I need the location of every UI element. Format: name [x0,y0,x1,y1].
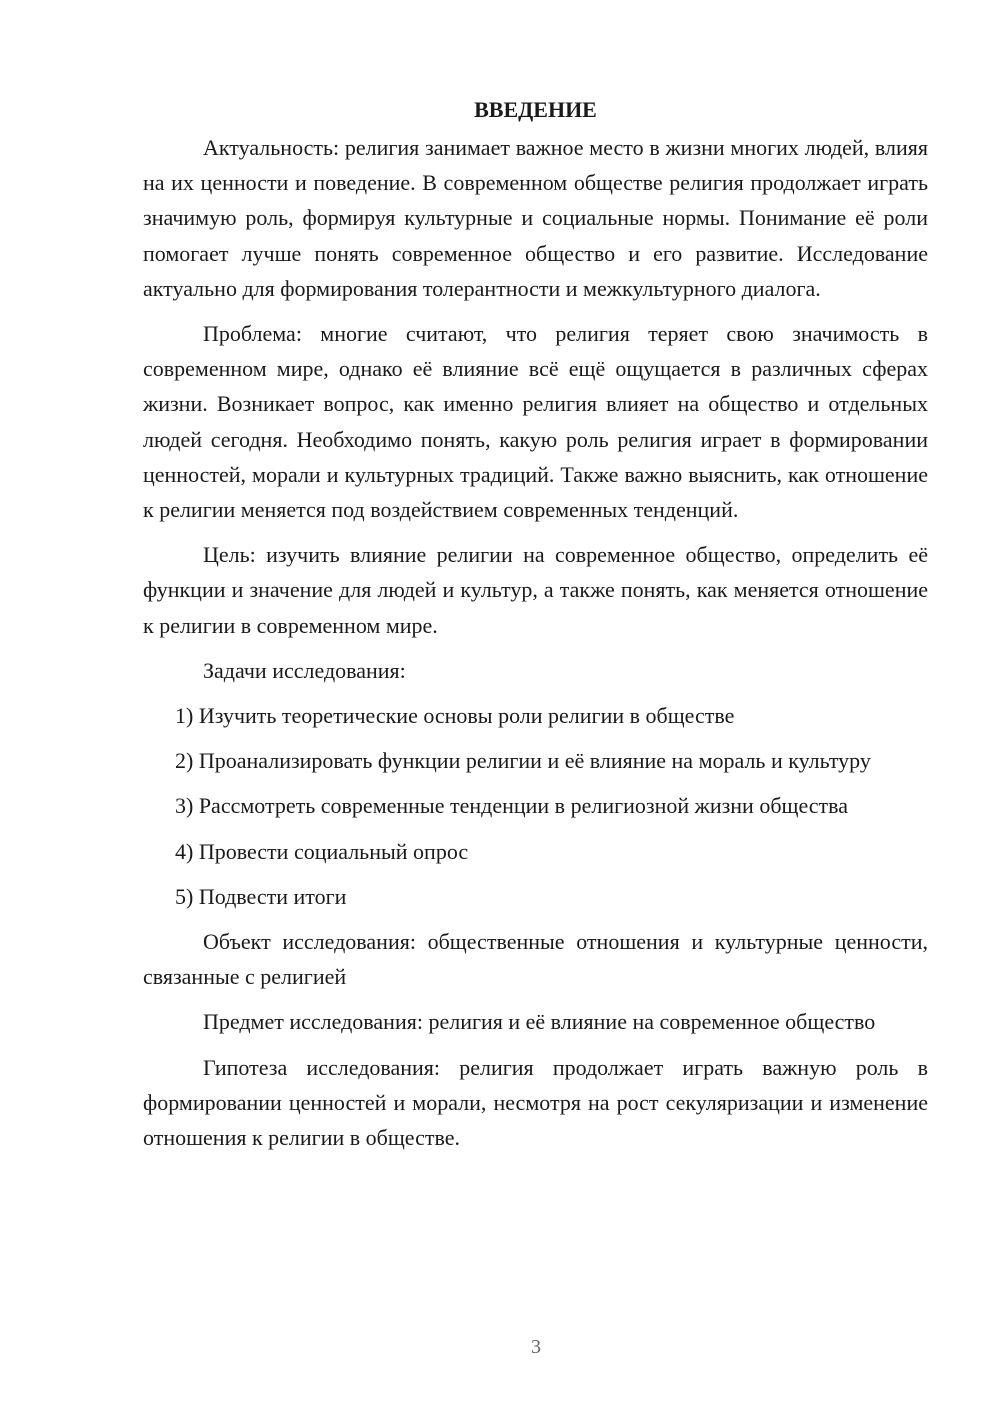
list-item: 3) Рассмотреть современные тенденции в религиозной жизни общества [175,793,849,819]
list-item: 4) Провести социальный опрос [175,838,469,864]
list-item: 5) Подвести итоги [175,883,347,909]
paragraph-hypothesis: Гипотеза исследования: религия продолжает играть важную роль в формировании ценностей и морали, несмотря на рост секуляризации и изменение отношения к религии в обществе. [143,1054,928,1151]
page-title: ВВЕДЕНИЕ [474,97,597,122]
document-page [143,92,928,1165]
paragraph-problem: Проблема: многие считают, что религия теряет свою значимость в современном мире, однако её влияние всё ещё ощущается в различных сферах жизни. Возникает вопрос, как именно религия влияет на общество и отдельных людей сегодня. Необходимо понять, какую роль религия играет в формировании ценностей, морали и культурных традиций. Также важно выяснить, как отношение к религии меняется под воздействием современных тенденций. [143,321,928,523]
paragraph-subject: Предмет исследования: религия и её влияние на современное общество [203,1009,876,1035]
paragraph-object: Объект исследования: общественные отношения и культурные ценности, связанные с религией [143,929,928,990]
paragraph-goal: Цель: изучить влияние религии на современное общество, определить её функции и значение для людей и культур, а также понять, как меняется отношение к религии в современном мире. [143,542,928,638]
list-item: 1) Изучить теоретические основы роли религии в обществе [175,703,735,729]
paragraph-relevance: Актуальность: религия занимает важное место в жизни многих людей, влияя на их ценности и поведение. В современном обществе религия продолжает играть значимую роль, формируя культурные и социальные нормы. Понимание её роли помогает лучше понять современное общество и его развитие. Исследование актуально для формирования толерантности и межкультурного диалога. [143,135,928,301]
page-number: 3 [531,1336,541,1358]
tasks-heading: Задачи исследования: [203,657,406,683]
list-item: 2) Проанализировать функции религии и её влияние на мораль и культуру [175,748,871,774]
